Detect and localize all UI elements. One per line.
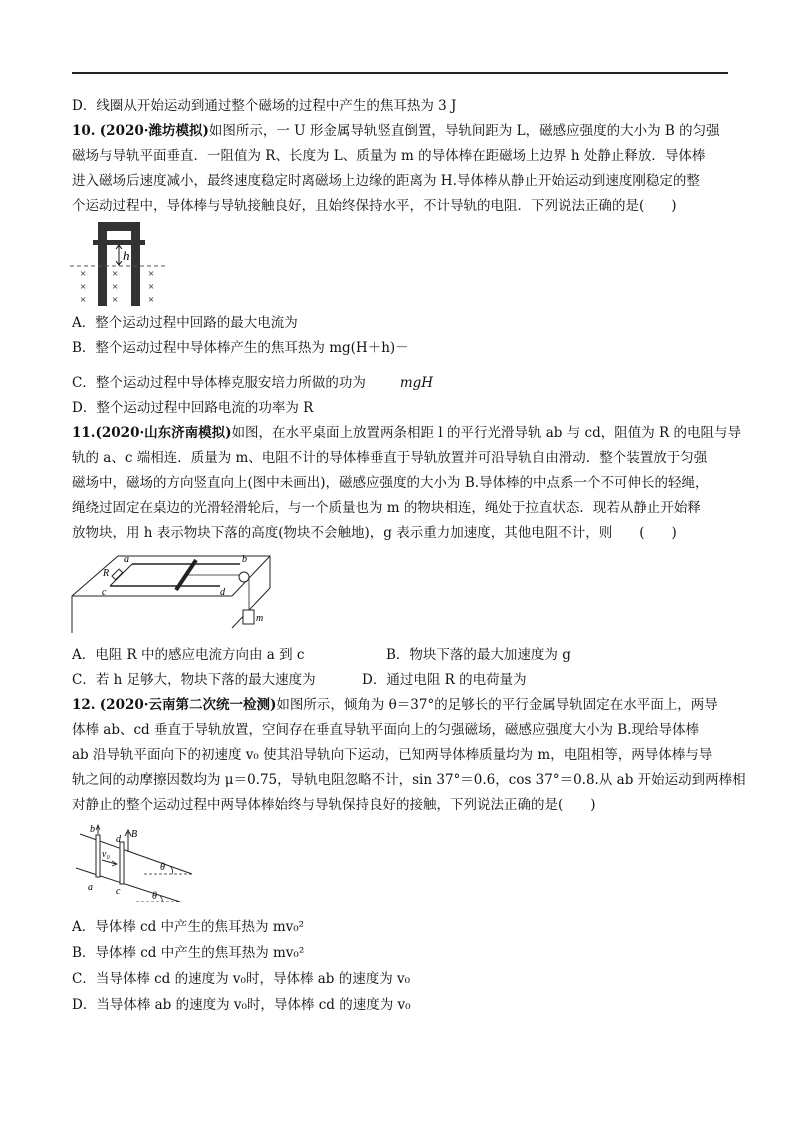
q12-label-B: B: [131, 829, 138, 840]
q12-stem-line-3: ab 沿导轨平面向下的初速度 v₀ 使其沿导轨向下运动，已知两导体棒质量均为 m，电阻相等，两导体棒与导: [72, 747, 713, 763]
q10-source: (2020·潍坊模拟): [99, 123, 209, 139]
q11-label-b: b: [242, 554, 247, 565]
q11-label-a: a: [124, 554, 129, 565]
q10-stem-line-3: 进入磁场后速度减小，最终速度稳定时离磁场上边缘的距离为 H.导体棒从静止开始运动到速度刚稳定的整: [72, 173, 700, 189]
q11-stem-line-1: [72, 423, 741, 443]
q10-cross: ×: [80, 294, 87, 306]
q11-label-d: d: [220, 587, 225, 598]
q11-option-a: A．电阻 R 中的感应电流方向由 a 到 c: [72, 647, 305, 663]
q12-stem-line-1: [72, 695, 718, 715]
q10-left-rail: [98, 222, 107, 306]
q10-option-c-text: C．整个运动过程中导体棒克服安培力所做的功为: [72, 375, 366, 391]
q11-source: (2020·山东济南模拟): [95, 425, 232, 441]
q10-number: 10.: [72, 123, 96, 139]
q11-pulley: [239, 572, 249, 582]
q11-stem-line-5: 放物块，用 h 表示物块下落的高度(物块不会触地)，g 表示重力加速度，其他电阻不计，则 ( ): [72, 525, 677, 541]
q11-resistor: [112, 569, 123, 580]
q10-option-d: D．整个运动过程中回路电流的功率为 R: [72, 400, 314, 416]
q10-cross: ×: [148, 281, 155, 293]
q11-stem-line-3: 磁场中，磁场的方向竖直向上(图中未画出)，磁感应强度的大小为 B.导体棒的中点系一个不可伸长的轻绳，: [72, 475, 709, 491]
q12-label-a: a: [88, 882, 93, 893]
q12-source: (2020·云南第二次统一检测): [99, 697, 277, 713]
q10-stem-line-1: [72, 121, 720, 141]
q12-label-d: d: [116, 834, 121, 845]
q11-label-R: R: [103, 568, 110, 579]
q12-text-1: 如图所示，倾角为 θ＝37°的足够长的平行金属导轨固定在水平面上，两导: [276, 697, 718, 713]
q11-number: 11.: [72, 425, 96, 441]
q11-block: [243, 610, 254, 624]
q11-figure: [70, 548, 280, 638]
q10-cross: ×: [112, 281, 119, 293]
q10-cross: ×: [80, 268, 87, 280]
q12-stem-line-5: 对静止的整个运动过程中两导体棒始终与导轨保持良好的接触，下列说法正确的是( ): [72, 797, 596, 813]
q12-label-b: b: [90, 824, 95, 835]
q12-option-b: B．导体棒 cd 中产生的焦耳热为 mv₀²: [72, 945, 305, 961]
q10-cross: ×: [80, 281, 87, 293]
q10-stem-line-4: 个运动过程中，导体棒与导轨接触良好，且始终保持水平，不计导轨的电阻．下列说法正确的是( ): [72, 198, 677, 214]
q12-option-c: C．当导体棒 cd 的速度为 v₀时，导体棒 ab 的速度为 v₀: [72, 971, 411, 987]
q9-option-d: D．线圈从开始运动到通过整个磁场的过程中产生的焦耳热为 3 J: [72, 98, 457, 114]
q11-stem-line-2: 轨的 a、c 端相连．质量为 m、电阻不计的导体棒垂直于导轨放置并可沿导轨自由滑动．整个装置放于匀强: [72, 450, 708, 466]
q11-option-d: D．通过电阻 R 的电荷量为: [362, 672, 527, 688]
q10-option-b: B．整个运动过程中导体棒产生的焦耳热为 mg(H＋h)－: [72, 340, 409, 356]
q10-option-a: A．整个运动过程中回路的最大电流为: [72, 315, 298, 331]
q11-stem-line-4: 绳绕过固定在桌边的光滑轻滑轮后，与一个质量也为 m 的物块相连，绳处于拉直状态．现若从静止开始释: [72, 500, 701, 516]
q10-field-crosses: [80, 268, 154, 306]
q10-figure: [70, 218, 170, 308]
q10-option-c-value: mgH: [399, 375, 434, 391]
q10-stem-line-2: 磁场与导轨平面垂直．一阻值为 R、长度为 L、质量为 m 的导体棒在距磁场上边界 h 处静止释放．导体棒: [72, 148, 706, 164]
q12-rod-cd: [120, 842, 124, 884]
q12-label-theta: θ: [160, 862, 165, 873]
q10-right-rail: [131, 222, 140, 306]
q12-label-theta-2: θ: [152, 891, 157, 902]
q12-label-c: c: [116, 886, 121, 897]
q11-options-row-2: [72, 670, 527, 690]
q10-cross: ×: [112, 294, 119, 306]
q10-cross: ×: [148, 268, 155, 280]
q12-stem-line-2: 体棒 ab、cd 垂直于导轨放置，空间存在垂直导轨平面向上的匀强磁场，磁感应强度大小为 B.现给导体棒: [72, 722, 699, 738]
q10-text-1: 如图所示，一 U 形金属导轨竖直倒置，导轨间距为 L，磁感应强度的大小为 B 的匀强: [208, 123, 720, 139]
q10-label-h: h: [123, 248, 130, 263]
q12-stem-line-4: 轨之间的动摩擦因数均为 μ＝0.75，导轨电阻忽略不计，sin 37°＝0.6，cos 37°＝0.8.从 ab 开始运动到两棒相: [72, 772, 746, 788]
q12-label-v0: v₀: [102, 849, 110, 860]
q11-table-side-edge: [232, 556, 270, 596]
q11-option-c: C．若 h 足够大，物块下落的最大速度为: [72, 672, 316, 688]
q10-option-c: [72, 373, 433, 393]
q12-rod-ab: [96, 835, 100, 877]
q12-figure: [74, 822, 204, 902]
q11-options-row-1: [72, 645, 571, 665]
q11-label-m: m: [256, 613, 264, 624]
q11-label-c: c: [102, 587, 107, 598]
q10-cross: ×: [112, 268, 119, 280]
q12-option-a: A．导体棒 cd 中产生的焦耳热为 mv₀²: [72, 919, 305, 935]
q12-angle-arc-2: [160, 896, 162, 902]
header-rule: [72, 72, 728, 74]
q12-number: 12.: [72, 697, 96, 713]
q11-text-1: 如图，在水平桌面上放置两条相距 l 的平行光滑导轨 ab 与 cd，阻值为 R 的电阻与导: [231, 425, 741, 441]
q10-cross: ×: [148, 294, 155, 306]
q12-option-d: D．当导体棒 ab 的速度为 v₀时，导体棒 cd 的速度为 v₀: [72, 997, 411, 1013]
q11-option-b: B．物块下落的最大加速度为 g: [386, 647, 571, 663]
